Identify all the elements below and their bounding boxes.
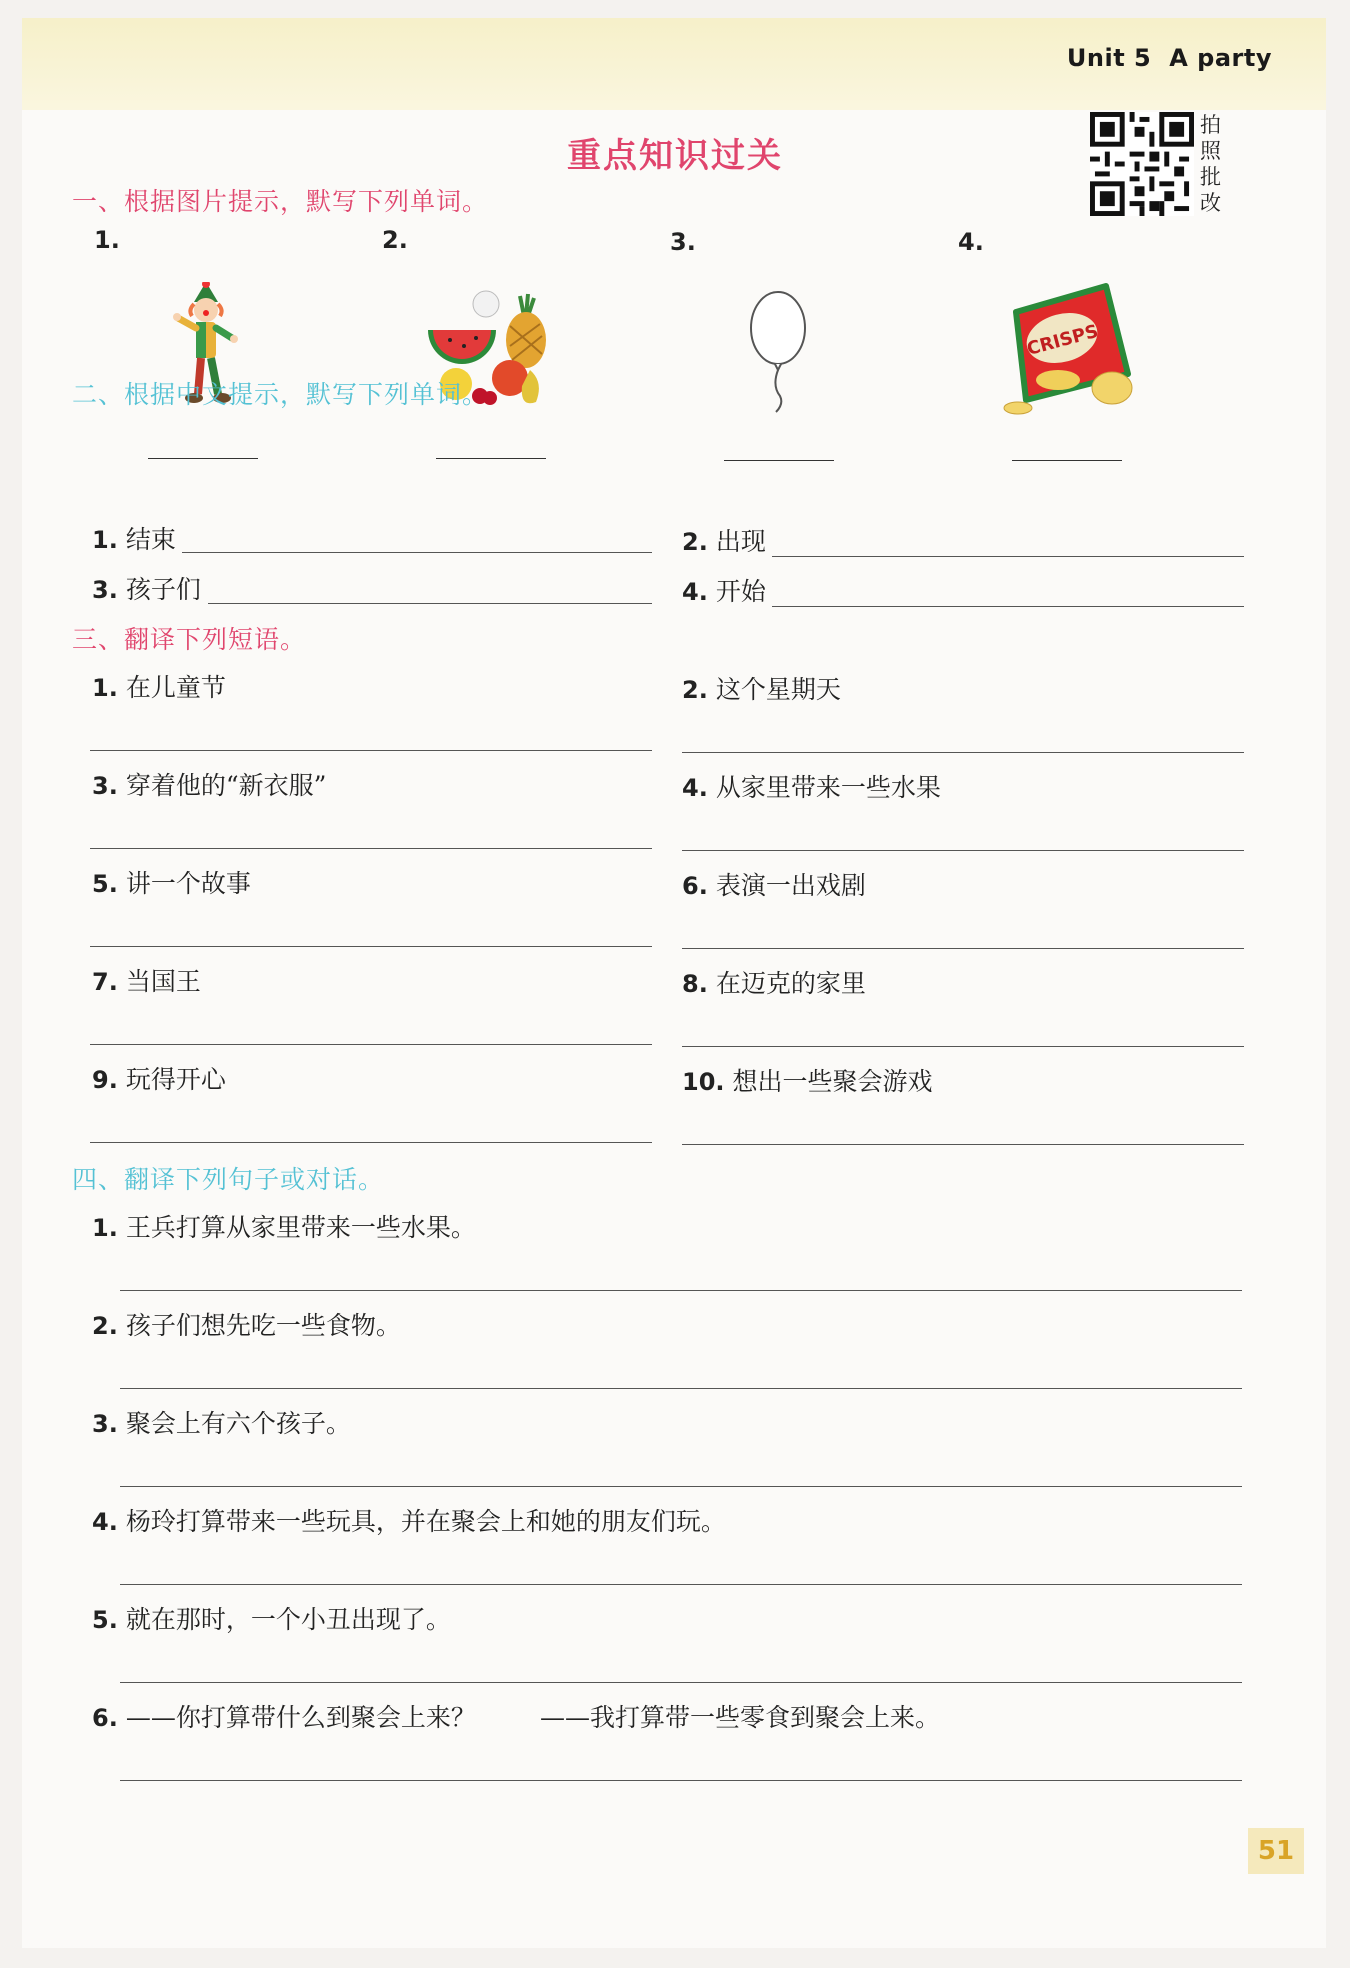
item-number: 2.	[92, 1312, 118, 1340]
answer-line[interactable]	[772, 556, 1244, 557]
answer-line[interactable]	[90, 1142, 652, 1143]
answer-line[interactable]	[120, 1388, 1242, 1389]
unit-header	[1067, 44, 1272, 72]
item-text: 当国王	[125, 967, 201, 996]
item-number: 3.	[92, 772, 118, 800]
item-number: 4.	[92, 1508, 118, 1536]
vocab-item-4	[682, 572, 766, 608]
phrase-item-7	[92, 962, 201, 998]
phrase-item-4	[682, 768, 941, 804]
item-number: 6.	[682, 872, 708, 900]
item-number: 10.	[682, 1068, 725, 1096]
section4-heading: 四、翻译下列句子或对话。	[72, 1165, 385, 1194]
qr-code-icon[interactable]	[1090, 112, 1194, 216]
sentence-item-3	[92, 1404, 351, 1440]
item-text: 想出一些聚会游戏	[732, 1067, 933, 1096]
sentence-item-6-reply: ——我打算带一些零食到聚会上来。	[540, 1703, 941, 1732]
answer-line[interactable]	[682, 850, 1244, 851]
item-number: 4.	[682, 774, 708, 802]
phrase-item-3	[92, 766, 326, 802]
section2-heading: 二、根据中文提示，默写下列单词。	[72, 380, 489, 409]
item-number: 2.	[682, 676, 708, 704]
answer-line[interactable]	[682, 1144, 1244, 1145]
section1-heading: 一、根据图片提示，默写下列单词。	[72, 187, 489, 216]
vocab-item-1	[92, 520, 176, 556]
unit-number: Unit 5	[1066, 44, 1152, 72]
phrase-item-8	[682, 964, 866, 1000]
item-text: 开始	[715, 577, 766, 606]
item-text: ——你打算带什么到聚会上来？	[125, 1703, 476, 1732]
section3-heading: 三、翻译下列短语。	[72, 625, 307, 654]
item-number: 5.	[92, 1606, 118, 1634]
item-number: 9.	[92, 1066, 118, 1094]
balloon-icon	[746, 290, 810, 414]
phrase-item-5	[92, 864, 251, 900]
sentence-item-4	[92, 1502, 726, 1538]
item-text: 孩子们想先吃一些食物。	[125, 1311, 401, 1340]
phrase-item-10	[682, 1062, 933, 1098]
phrase-item-6	[682, 866, 866, 902]
item-number: 1.	[92, 674, 118, 702]
sentence-item-5	[92, 1600, 451, 1636]
answer-line[interactable]	[182, 552, 652, 553]
answer-blank-1[interactable]	[148, 458, 258, 459]
answer-line[interactable]	[120, 1584, 1242, 1585]
item-text: 表演一出戏剧	[715, 871, 866, 900]
item-text: 王兵打算从家里带来一些水果。	[125, 1213, 476, 1242]
item-number: 6.	[92, 1704, 118, 1732]
vocab-item-3	[92, 570, 201, 606]
item-text: 这个星期天	[715, 675, 841, 704]
item-text: 从家里带来一些水果	[715, 773, 941, 802]
item-text: 杨玲打算带来一些玩具，并在聚会上和她的朋友们玩。	[125, 1507, 726, 1536]
sentence-item-1	[92, 1208, 476, 1244]
phrase-item-9	[92, 1060, 226, 1096]
qr-label: 拍照批改	[1200, 113, 1221, 215]
answer-line[interactable]	[90, 1044, 652, 1045]
answer-line[interactable]	[90, 750, 652, 751]
item-text: 在儿童节	[125, 673, 226, 702]
answer-line[interactable]	[772, 606, 1244, 607]
answer-blank-4[interactable]	[1012, 460, 1122, 461]
item-text: 孩子们	[125, 575, 201, 604]
answer-line[interactable]	[120, 1780, 1242, 1781]
answer-line[interactable]	[90, 848, 652, 849]
phrase-item-2	[682, 670, 841, 706]
sentence-item-2	[92, 1306, 401, 1342]
item-number: 3.	[92, 576, 118, 604]
page-title: 重点知识过关	[567, 136, 783, 176]
page-number: 51	[1248, 1828, 1304, 1874]
answer-blank-2[interactable]	[436, 458, 546, 459]
item-text: 就在那时，一个小丑出现了。	[125, 1605, 451, 1634]
item-text: 穿着他的“新衣服”	[125, 771, 327, 800]
item-number: 8.	[682, 970, 708, 998]
pic-number-2: 2.	[382, 226, 408, 254]
answer-line[interactable]	[682, 752, 1244, 753]
sentence-item-6	[92, 1698, 476, 1734]
item-text: 聚会上有六个孩子。	[125, 1409, 351, 1438]
item-text: 讲一个故事	[125, 869, 251, 898]
unit-title: A party	[1169, 44, 1272, 72]
crisps-icon	[996, 282, 1140, 420]
item-number: 7.	[92, 968, 118, 996]
item-number: 1.	[92, 526, 118, 554]
item-number: 4.	[682, 578, 708, 606]
item-number: 1.	[92, 1214, 118, 1242]
pic-number-4: 4.	[958, 228, 984, 256]
item-text: 玩得开心	[125, 1065, 226, 1094]
item-number: 2.	[682, 528, 708, 556]
vocab-item-2	[682, 522, 766, 558]
answer-line[interactable]	[90, 946, 652, 947]
item-number: 5.	[92, 870, 118, 898]
pic-number-1: 1.	[94, 226, 120, 254]
answer-line[interactable]	[208, 603, 652, 604]
answer-line[interactable]	[120, 1682, 1242, 1683]
item-text: 出现	[715, 527, 766, 556]
answer-line[interactable]	[120, 1486, 1242, 1487]
answer-line[interactable]	[682, 948, 1244, 949]
phrase-item-1	[92, 668, 226, 704]
answer-blank-3[interactable]	[724, 460, 834, 461]
crisps-bag-text: CRISPS	[1024, 320, 1101, 360]
pic-number-3: 3.	[670, 228, 696, 256]
answer-line[interactable]	[120, 1290, 1242, 1291]
item-text: 结束	[125, 525, 176, 554]
item-number: 3.	[92, 1410, 118, 1438]
answer-line[interactable]	[682, 1046, 1244, 1047]
item-text: 在迈克的家里	[715, 969, 866, 998]
